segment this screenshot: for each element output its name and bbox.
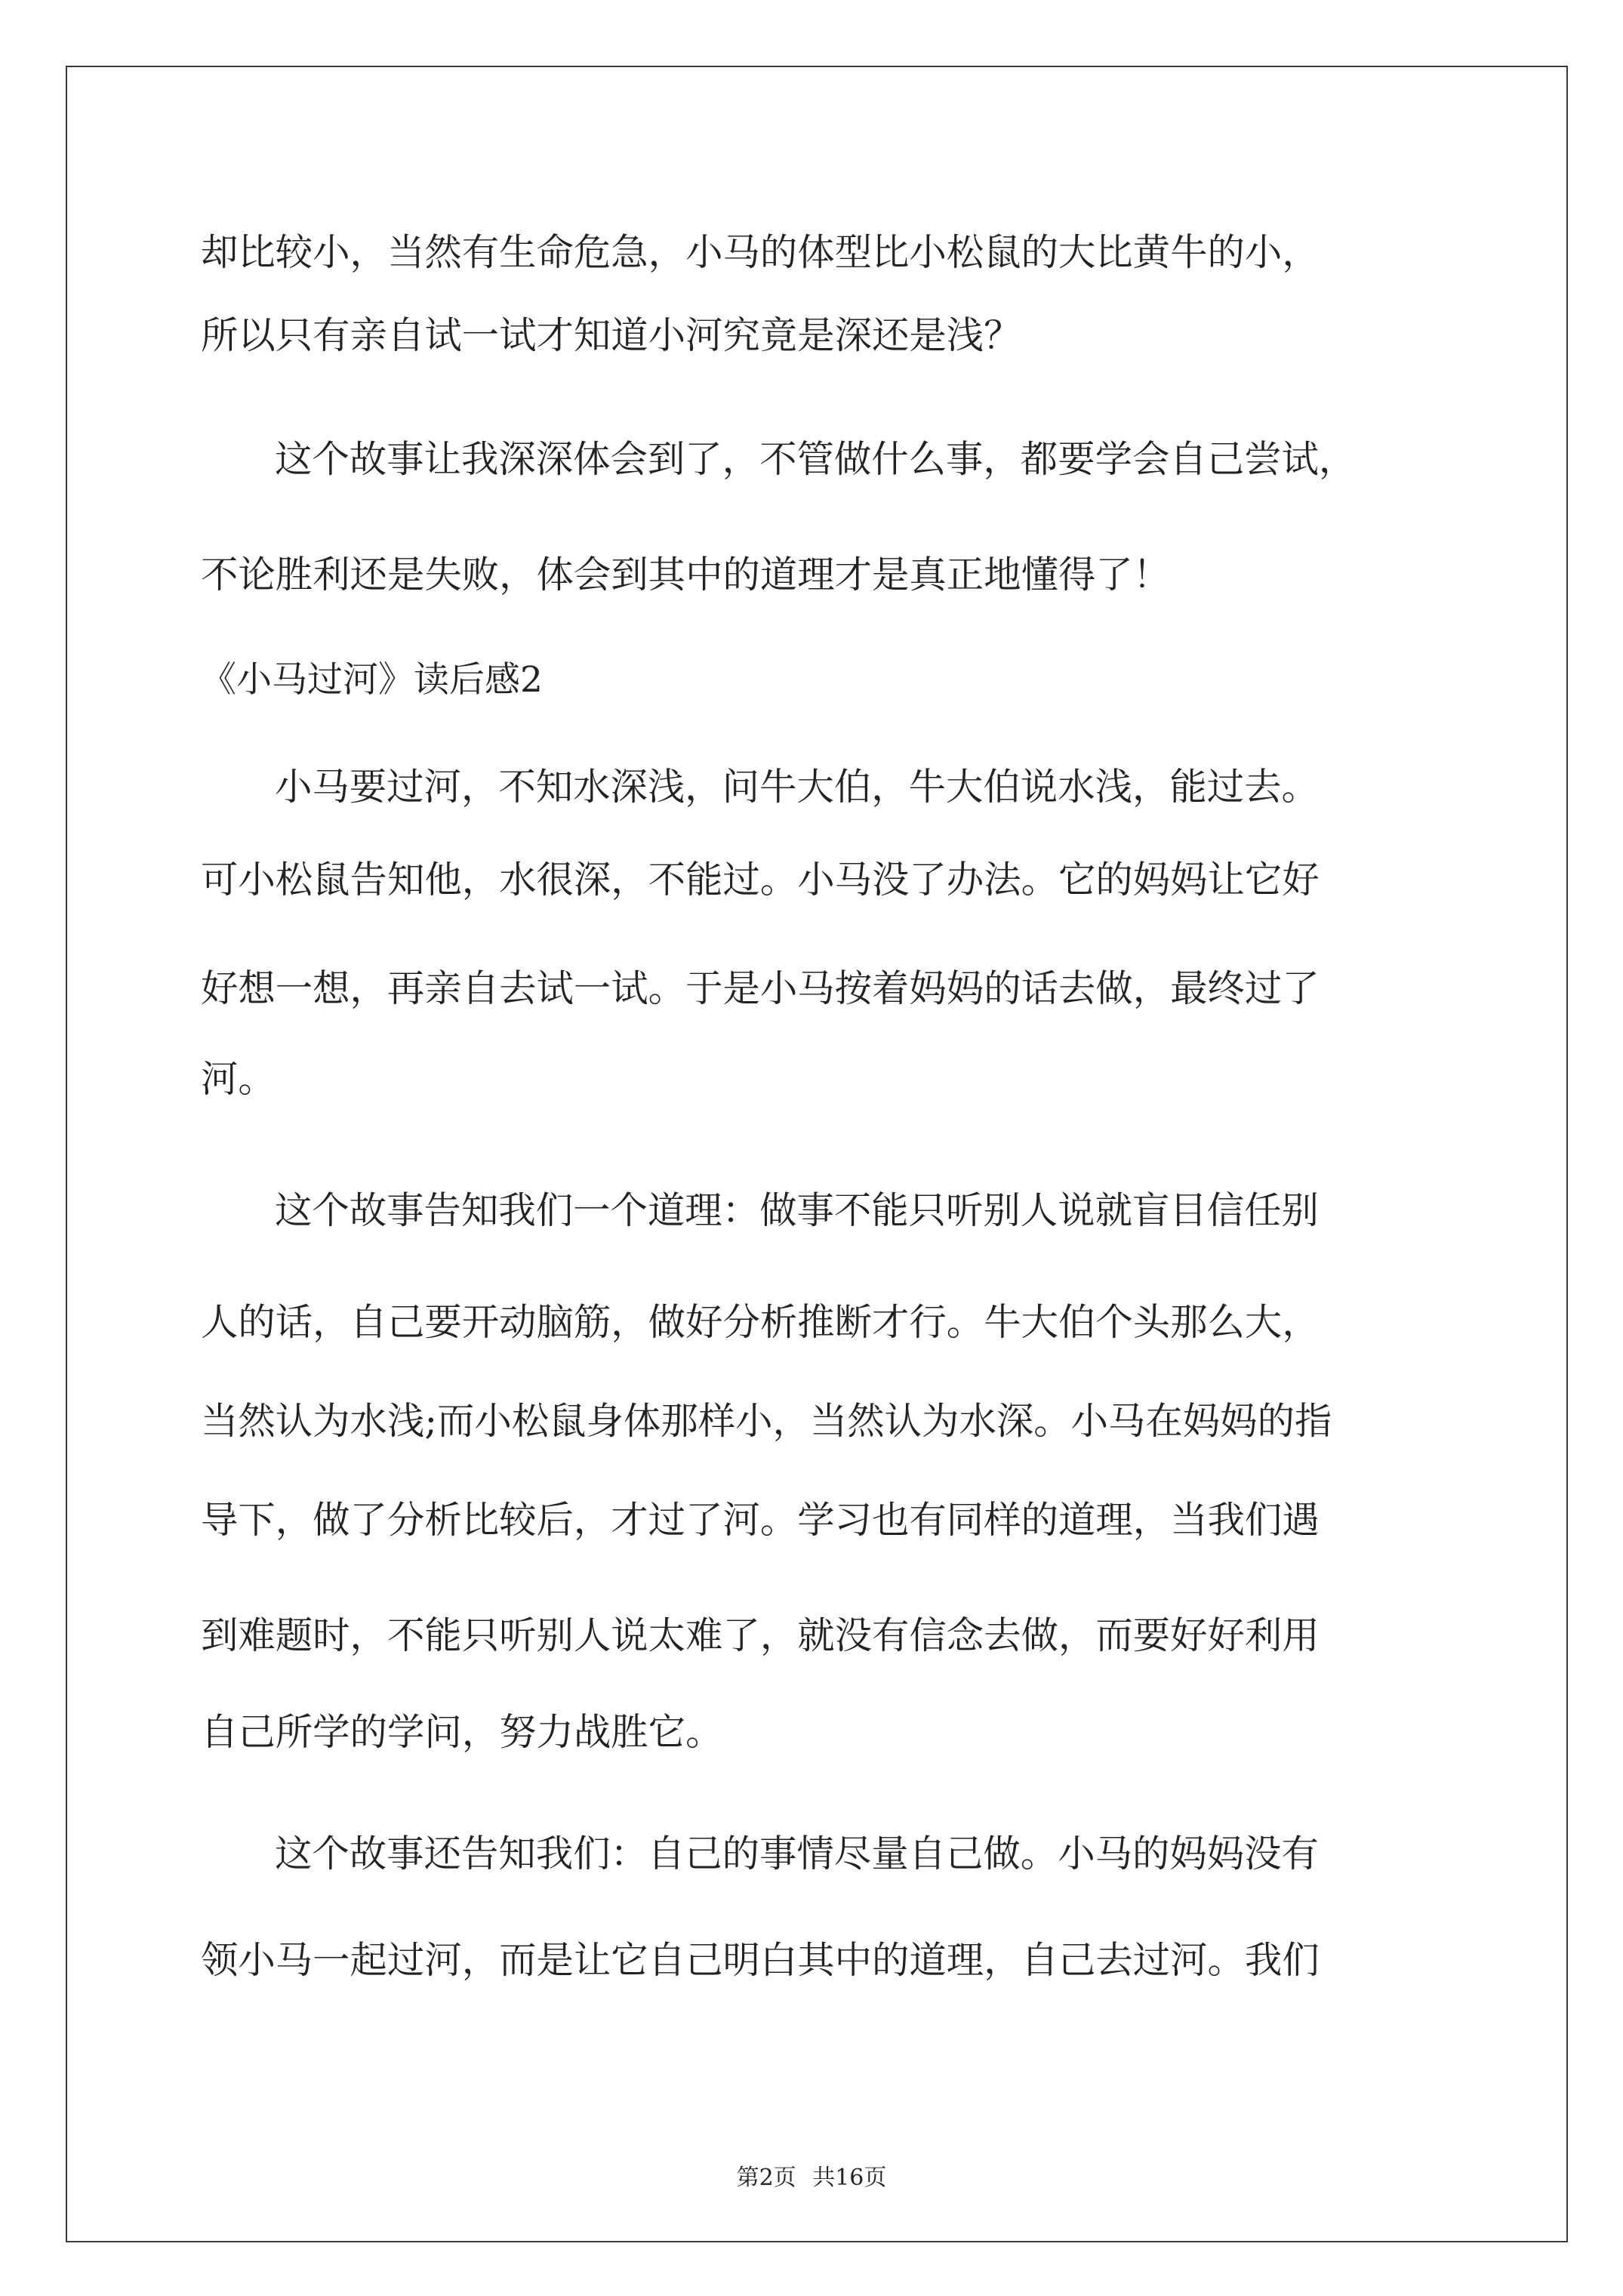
page-total: 共16页 <box>812 2165 887 2191</box>
body-line: 到难题时，不能只听别人说太难了，就没有信念去做，而要好好利用 <box>201 1613 1320 1657</box>
body-line: 自己所学的学问，努力战胜它。 <box>201 1710 723 1754</box>
body-line: 所以只有亲自试一试才知道小河究竟是深还是浅？ <box>201 313 1021 357</box>
body-line: 当然认为水浅;而小松鼠身体那样小，当然认为水深。小马在妈妈的指 <box>201 1399 1332 1443</box>
page-footer <box>0 2159 1623 2192</box>
section-title: 《小马过河》读后感2 <box>201 659 543 701</box>
body-line: 好想一想，再亲自去试一试。于是小马按着妈妈的话去做，最终过了 <box>201 966 1320 1010</box>
body-line: 人的话，自己要开动脑筋，做好分析推断才行。牛大伯个头那么大， <box>201 1300 1320 1344</box>
body-line: 河。 <box>201 1057 276 1101</box>
body-line: 小马要过河，不知水深浅，问牛大伯，牛大伯说水浅，能过去。 <box>275 765 1319 809</box>
body-line: 导下，做了分析比较后，才过了河。学习也有同样的道理，当我们遇 <box>201 1498 1320 1542</box>
page-number: 第2页 <box>736 2165 796 2191</box>
body-line: 可小松鼠告知他，水很深，不能过。小马没了办法。它的妈妈让它好 <box>201 858 1320 901</box>
body-line: 领小马一起过河，而是让它自己明白其中的道理，自己去过河。我们 <box>201 1938 1320 1982</box>
body-line: 这个故事还告知我们：自己的事情尽量自己做。小马的妈妈没有 <box>275 1832 1319 1875</box>
body-line: 却比较小，当然有生命危急，小马的体型比小松鼠的大比黄牛的小， <box>201 230 1320 274</box>
page-border <box>66 66 1568 2242</box>
body-line: 这个故事让我深深体会到了，不管做什么事，都要学会自己尝试， <box>275 437 1357 481</box>
body-line: 这个故事告知我们一个道理：做事不能只听别人说就盲目信任别 <box>275 1188 1319 1232</box>
body-line: 不论胜利还是失败，体会到其中的道理才是真正地懂得了！ <box>201 553 1171 596</box>
